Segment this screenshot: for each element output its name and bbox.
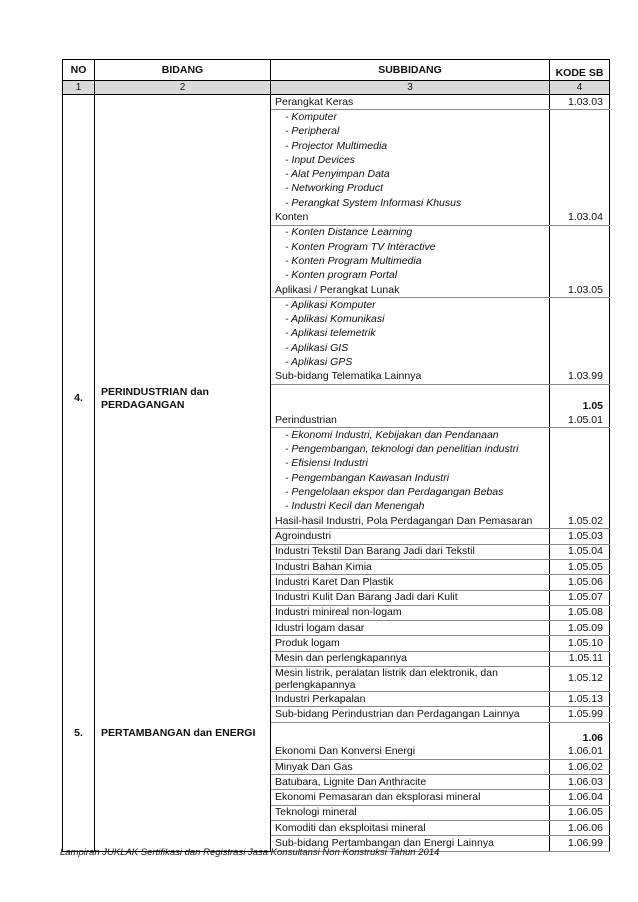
cell-subbidang: - Aplikasi telemetrik [271,327,550,341]
cell-subbidang: Aplikasi / Perangkat Lunak [271,283,550,298]
cell-kode [550,196,610,210]
cell-subbidang [271,384,550,413]
cell-no [63,559,95,574]
cell-kode [550,167,610,181]
table-row [63,529,610,544]
cell-kode [550,240,610,254]
cell-no [63,370,95,385]
cell-subbidang: Sub-bidang Perindustrian dan Perdagangan Lainnya [271,707,550,722]
cell-subbidang: Teknologi mineral [271,805,550,820]
cell-subbidang: - Projector Multimedia [271,139,550,153]
cell-kode [550,457,610,471]
cell-subbidang: Industri Kulit Dan Barang Jadi dari Kulit [271,590,550,605]
table-row [63,471,610,485]
cell-subbidang: Sub-bidang Pertambangan dan Energi Lainnya [271,836,550,851]
cell-bidang [95,167,271,181]
cell-kode: 1.05.99 [550,707,610,722]
cell-bidang [95,636,271,651]
cell-no [63,95,95,110]
cell-no: 5. [63,722,95,745]
cell-subbidang: - Aplikasi Komputer [271,298,550,313]
cell-bidang [95,312,271,326]
cell-kode: 1.05.09 [550,621,610,636]
cell-no [63,514,95,529]
table-row [63,139,610,153]
cell-kode: 1.06.04 [550,790,610,805]
cell-subbidang: Ekonomi Dan Konversi Energi [271,745,550,760]
cell-no [63,298,95,313]
cell-kode [550,139,610,153]
colnum-1: 1 [63,81,95,95]
cell-bidang [95,413,271,428]
cell-no [63,775,95,790]
colnum-2: 2 [95,81,271,95]
table-row [63,283,610,298]
cell-bidang [95,575,271,590]
cell-bidang [95,514,271,529]
table-row [63,269,610,283]
cell-kode: 1.05.11 [550,651,610,666]
cell-subbidang: - Pengelolaan ekspor dan Perdagangan Bebas [271,485,550,499]
cell-bidang [95,95,271,110]
document-page [62,59,609,852]
table-row [63,485,610,499]
cell-kode: 1.05.06 [550,575,610,590]
cell-subbidang: Perangkat Keras [271,95,550,110]
cell-kode [550,125,610,139]
cell-no [63,805,95,820]
cell-no [63,327,95,341]
cell-bidang [95,666,271,691]
cell-kode: 1.03.99 [550,370,610,385]
table-row [63,790,610,805]
table-row [63,621,610,636]
cell-no [63,790,95,805]
cell-bidang [95,790,271,805]
cell-no [63,413,95,428]
table-row [63,651,610,666]
cell-kode [550,254,610,268]
cell-bidang [95,182,271,196]
table-row [63,428,610,443]
cell-kode [550,182,610,196]
header-bidang: BIDANG [95,60,271,81]
colnum-4: 4 [550,81,610,95]
cell-subbidang: - Pengembangan Kawasan Industri [271,471,550,485]
cell-subbidang: Industri Tekstil Dan Barang Jadi dari Tekstil [271,544,550,559]
cell-kode: 1.06.02 [550,759,610,774]
cell-bidang [95,240,271,254]
cell-no [63,312,95,326]
table-row [63,759,610,774]
cell-no [63,457,95,471]
table-row [63,590,610,605]
cell-subbidang: - Konten Program Multimedia [271,254,550,268]
cell-kode: 1.06.05 [550,805,610,820]
table-row [63,500,610,514]
cell-subbidang: Konten [271,210,550,225]
footer-caption: Lampiran JUKLAK Sertifikasi dan Registrasi Jasa Konsultansi Non Konstruksi Tahun 2014 [60,847,440,858]
cell-bidang [95,110,271,125]
cell-no [63,153,95,167]
cell-no [63,125,95,139]
cell-subbidang: Industri Karet Dan Plastik [271,575,550,590]
cell-subbidang: Produk logam [271,636,550,651]
table-row [63,636,610,651]
cell-kode [550,500,610,514]
table-row [63,575,610,590]
table-row [63,559,610,574]
cell-bidang [95,370,271,385]
cell-no [63,605,95,620]
cell-subbidang: Minyak Dan Gas [271,759,550,774]
cell-bidang [95,269,271,283]
cell-kode: 1.05 [550,384,610,413]
cell-kode: 1.05.07 [550,590,610,605]
cell-kode: 1.03.05 [550,283,610,298]
cell-bidang [95,775,271,790]
cell-bidang [95,254,271,268]
table-row [63,225,610,240]
cell-bidang [95,283,271,298]
cell-subbidang: Komoditi dan eksploitasi mineral [271,821,550,836]
cell-no [63,666,95,691]
cell-subbidang: - Komputer [271,110,550,125]
cell-no [63,621,95,636]
header-subbidang: SUBBIDANG [271,60,550,81]
cell-subbidang: Batubara, Lignite Dan Anthracite [271,775,550,790]
cell-no [63,167,95,181]
cell-bidang [95,196,271,210]
cell-bidang [95,298,271,313]
cell-bidang [95,210,271,225]
cell-kode: 1.05.03 [550,529,610,544]
table-row [63,370,610,385]
cell-bidang [95,153,271,167]
table-row [63,95,610,110]
cell-no [63,428,95,443]
cell-subbidang: - Aplikasi GPS [271,355,550,369]
cell-bidang [95,485,271,499]
table-row [63,210,610,225]
cell-subbidang: Agroindustri [271,529,550,544]
cell-bidang [95,605,271,620]
table-row [63,254,610,268]
cell-no [63,341,95,355]
table-row [63,110,610,125]
cell-kode: 1.05.04 [550,544,610,559]
cell-kode: 1.05.05 [550,559,610,574]
cell-kode [550,443,610,457]
table-row [63,745,610,760]
cell-bidang [95,125,271,139]
cell-no [63,355,95,369]
cell-no [63,443,95,457]
table-row [63,182,610,196]
cell-kode: 1.05.13 [550,691,610,706]
cell-kode: 1.06.06 [550,821,610,836]
table-row [63,544,610,559]
header-no: NO [63,60,95,81]
cell-kode: 1.05.08 [550,605,610,620]
cell-subbidang: Ekonomi Pemasaran dan eksplorasi mineral [271,790,550,805]
cell-no [63,745,95,760]
cell-subbidang: - Konten Program TV Interactive [271,240,550,254]
cell-subbidang: - Perangkat System Informasi Khusus [271,196,550,210]
cell-bidang [95,327,271,341]
table-row [63,167,610,181]
table-row [63,327,610,341]
table-row [63,605,610,620]
cell-bidang [95,355,271,369]
column-number-row [63,81,610,95]
cell-bidang [95,544,271,559]
cell-bidang [95,529,271,544]
cell-kode [550,471,610,485]
cell-subbidang: - Konten Distance Learning [271,225,550,240]
cell-subbidang: - Efisiensi Industri [271,457,550,471]
cell-subbidang: Industri minireal non-logam [271,605,550,620]
cell-no [63,240,95,254]
cell-no [63,471,95,485]
cell-subbidang: - Pengembangan, teknologi dan penelitian industri [271,443,550,457]
cell-kode [550,312,610,326]
cell-bidang [95,457,271,471]
table-row [63,125,610,139]
cell-no [63,254,95,268]
table-row [63,240,610,254]
cell-kode [550,269,610,283]
cell-subbidang: Perindustrian [271,413,550,428]
cell-subbidang: - Alat Penyimpan Data [271,167,550,181]
cell-kode: 1.05.10 [550,636,610,651]
cell-bidang: PERINDUSTRIAN dan PERDAGANGAN [95,384,271,413]
table-row [63,341,610,355]
cell-no [63,210,95,225]
table-row [63,691,610,706]
cell-bidang [95,691,271,706]
cell-bidang [95,745,271,760]
cell-bidang [95,621,271,636]
cell-no [63,759,95,774]
cell-kode: 1.03.03 [550,95,610,110]
cell-no [63,182,95,196]
cell-subbidang [271,722,550,745]
cell-subbidang: - Industri Kecil dan Menengah [271,500,550,514]
table-row [63,707,610,722]
cell-kode: 1.06.03 [550,775,610,790]
cell-subbidang: Hasil-hasil Industri, Pola Perdagangan Dan Pemasaran [271,514,550,529]
cell-bidang [95,341,271,355]
cell-bidang [95,559,271,574]
subbidang-table [62,59,610,852]
cell-bidang [95,443,271,457]
cell-no [63,485,95,499]
cell-no [63,269,95,283]
cell-no [63,500,95,514]
cell-bidang [95,759,271,774]
cell-bidang [95,139,271,153]
table-body [63,95,610,852]
section-row [63,384,610,413]
cell-subbidang: - Aplikasi Komunikasi [271,312,550,326]
cell-subbidang: - Aplikasi GIS [271,341,550,355]
cell-kode [550,327,610,341]
cell-bidang [95,805,271,820]
cell-no [63,139,95,153]
table-row [63,821,610,836]
cell-subbidang: - Konten program Portal [271,269,550,283]
cell-no [63,707,95,722]
cell-no [63,691,95,706]
cell-subbidang: Mesin dan perlengkapannya [271,651,550,666]
cell-bidang [95,471,271,485]
cell-no [63,110,95,125]
cell-no [63,575,95,590]
cell-no [63,651,95,666]
cell-kode: 1.05.12 [550,666,610,691]
table-row [63,457,610,471]
cell-no [63,529,95,544]
table-row [63,443,610,457]
cell-no [63,821,95,836]
cell-bidang [95,225,271,240]
table-row [63,666,610,691]
cell-kode: 1.05.02 [550,514,610,529]
cell-no: 4. [63,384,95,413]
cell-subbidang: - Input Devices [271,153,550,167]
cell-bidang [95,500,271,514]
cell-bidang [95,428,271,443]
table-row [63,312,610,326]
cell-subbidang: - Peripheral [271,125,550,139]
cell-kode [550,355,610,369]
cell-subbidang: Industri Perkapalan [271,691,550,706]
section-row [63,722,610,745]
header-kode: KODE SB [550,60,610,81]
cell-bidang: PERTAMBANGAN dan ENERGI [95,722,271,745]
cell-subbidang: Sub-bidang Telematika Lainnya [271,370,550,385]
cell-kode: 1.06.99 [550,836,610,851]
cell-bidang [95,821,271,836]
cell-no [63,283,95,298]
table-row [63,153,610,167]
cell-kode [550,428,610,443]
table-row [63,805,610,820]
cell-subbidang: Industri Bahan Kimia [271,559,550,574]
table-row [63,413,610,428]
cell-kode: 1.05.01 [550,413,610,428]
cell-kode: 1.03.04 [550,210,610,225]
cell-kode [550,153,610,167]
table-row [63,355,610,369]
cell-subbidang: - Networking Product [271,182,550,196]
table-header-row [63,60,610,81]
cell-kode: 1.06.01 [550,745,610,760]
cell-bidang [95,707,271,722]
cell-subbidang: Idustri logam dasar [271,621,550,636]
table-row [63,514,610,529]
cell-no [63,590,95,605]
cell-subbidang: - Ekonomi Industri, Kebijakan dan Pendanaan [271,428,550,443]
cell-kode: 1.06 [550,722,610,745]
colnum-3: 3 [271,81,550,95]
cell-kode [550,341,610,355]
cell-kode [550,485,610,499]
cell-bidang [95,651,271,666]
cell-bidang [95,590,271,605]
cell-subbidang: Mesin listrik, peralatan listrik dan elektronik, dan perlengkapannya [271,666,550,691]
cell-no [63,544,95,559]
cell-kode [550,225,610,240]
table-row [63,775,610,790]
table-row [63,196,610,210]
cell-no [63,636,95,651]
cell-no [63,196,95,210]
cell-kode [550,298,610,313]
cell-kode [550,110,610,125]
cell-no [63,225,95,240]
table-row [63,298,610,313]
